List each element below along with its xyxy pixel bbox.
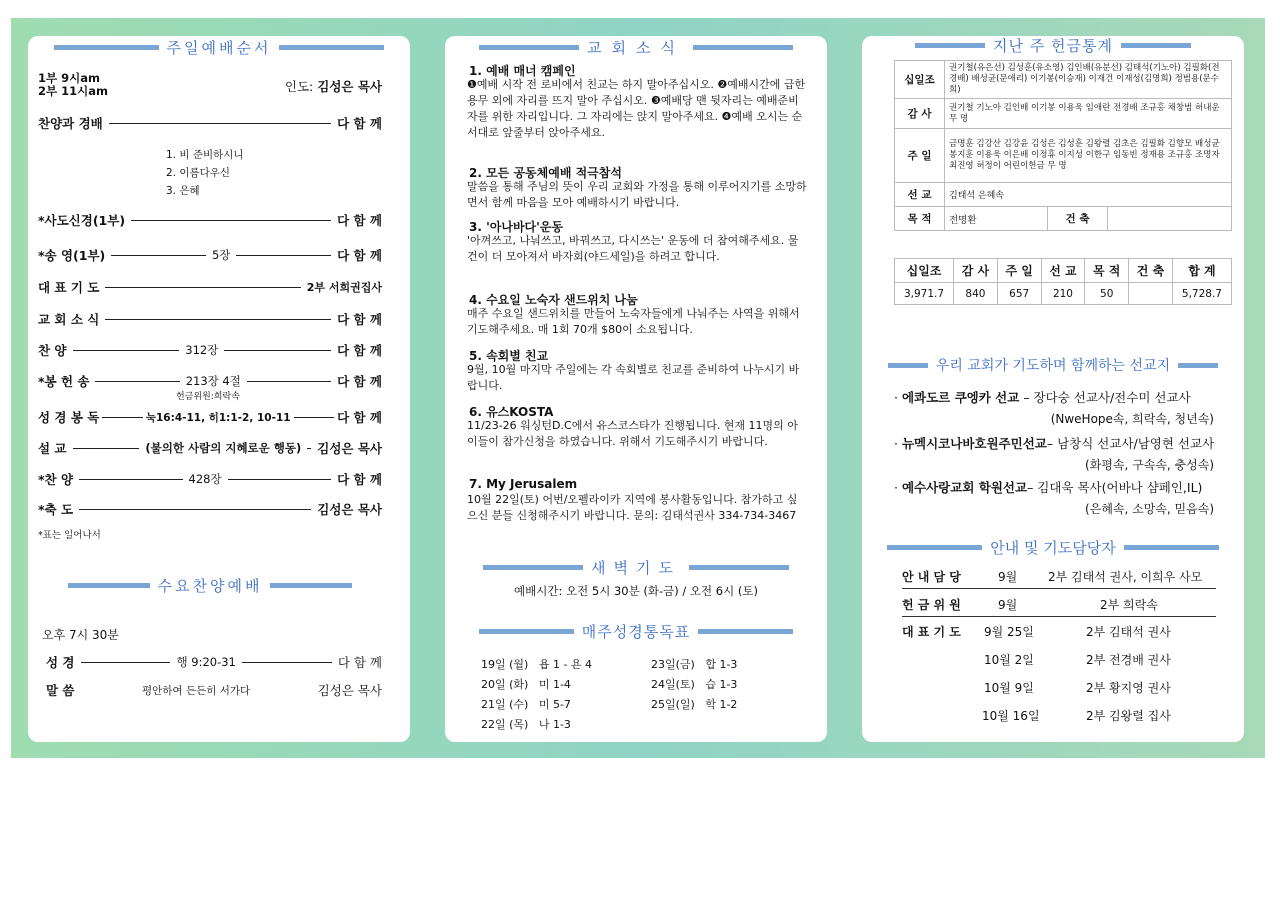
offering-stats-heading: 지난 주 헌금통계 [872, 36, 1234, 54]
bible-reading-left [481, 655, 592, 735]
offering-stats-panel: 지난 주 헌금통계 십일조 권기철(유은선) 김성훈(유소영) 김인배(유분선) 김태석(기노아) 김필화(전경배) 배성균(문애리) 이기봉(이승재) 이재건 이재성(김명희) 정범용(문수희) 감 사 권기철 기노아 김인배 이기봉 이용욱 임애란 전경배 조규홍 채창범 허내운 무 명 주 일 금명훈 김강산 김강윤 김성은 김성훈 김왕렬 김초은 김필화 김향모 배성균 봉지훈 이용욱 이은배 이정휴 이지성 이한구 임동빈 정재용 조규홍 조명자 최진영 허정이 어린이헌금 무 명 선 교 김태석 은혜속 목 적 전명환 건 축 십일조 감 사 주 일 선 교 목 적 건 축 합 계 3,971.7 840 657 210 50 5,728.7 우리 교회가 기도하며 함께하는 선교지 · 에콰도르 쿠엥카 선교 – 장다숭 선교사/전수미 선교사 (NweHope속, 희락속, 청년속) · 뉴멕시코나바호원주민선교– 남창식 선교사/남영현 선교사 (화평속, 구속속, 충성속) · 예수사랑교회 학원선교– 김대욱 목사(어바나 샴페인,IL) (은혜속, 소망속, 믿음속) 안내 및 기도담당자 안 내 담 당 9월 2부 김태석 권사, 이희우 사모 헌 금 위 원 9월 2부 희락속 대 표 기 도 9월 25일 2부 김태석 권사 10월 2일 2부 전경배 권사 10월 9일 2부 황지영 권사 10월 16일 2부 김왕렬 집사 [862, 36, 1244, 742]
news-7-body: 10월 22일(토) 어번/오펠라이카 지역에 봉사활동입니다. 참가하고 싶으신 분들 신청해주시기 바랍니다. 문의: 김태석권사 334-734-3467 [467, 493, 798, 522]
order-item-closing-hymn: *찬 양 428장 다 함 께 [38, 472, 383, 487]
table-row: 주 일 금명훈 김강산 김강윤 김성은 김성훈 김왕렬 김초은 김필화 김향모 배성균 봉지훈 이용욱 이은배 이정휴 이지성 이한구 임동빈 정재용 조규홍 조명자 최진영 허정이 어린이헌금 무 명 [895, 129, 1232, 183]
church-news-heading: 교회소식 [455, 38, 817, 56]
duty-row-usher: 안 내 담 당 9월 2부 김태석 권사, 이희우 사모 [902, 568, 1216, 589]
bible-reading-right [651, 655, 737, 715]
news-3-body: '아껴쓰고, 나눠쓰고, 바꿔쓰고, 다시쓰는' 운동에 더 참여해주세요. 물건이 더 모아져서 바자회(야드세일)을 하려고 합니다. [467, 234, 799, 263]
table-row: 감 사 권기철 기노아 김인배 이기봉 이용욱 임애란 전경배 조규홍 채창범 허내운 무 명 [895, 99, 1232, 129]
worship-order-heading: 주일예배순서 [38, 38, 400, 56]
wed-item-message: 말 씀 평안하여 든든히 서가다 김성은 목사 [46, 683, 383, 698]
mission-sub: (NweHope속, 희락속, 청년속) [1050, 412, 1214, 426]
duty-row-prayer: 대 표 기 도 9월 25일 2부 김태석 권사 [902, 625, 1171, 639]
news-4-body: 매주 수요일 샌드위치를 만들어 노숙자들에게 나눠주는 사역을 위해서 기도해주세요. 매 1회 70개 $80이 소요됩니다. [467, 307, 800, 336]
news-7-head: 7. My Jerusalem [469, 477, 578, 491]
praise-row: 찬양과 경배 다 함 께 [38, 116, 382, 131]
standing-note: *표는 일어나서 [38, 530, 101, 541]
bible-reading-heading: 매주성경통독표 [455, 622, 817, 640]
offering-totals-table [894, 258, 1232, 305]
bible-row: 25일(일) 학 1-2 [651, 698, 738, 711]
order-item-doxology: *송 영(1부) 5장 다 함 께 [38, 248, 382, 263]
news-5-head: 5. 속회별 친교 [469, 349, 549, 363]
mission-heading: 우리 교회가 기도하며 함께하는 선교지 [872, 356, 1234, 374]
bible-row: 23일(금) 합 1-3 [651, 658, 738, 671]
church-news-panel [445, 36, 827, 742]
praise-song-list: 1. 비 준비하시니 2. 이름다우신 3. 은혜 [166, 149, 244, 197]
mission-item-campus: · 예수사랑교회 학원선교– 김대욱 목사(어바나 샴페인,IL) [894, 480, 1203, 495]
order-item-offering: *봉 헌 송 213장 4절 다 함 께 [38, 374, 383, 389]
news-4-head: 4. 수요일 노숙자 샌드위치 나눔 [469, 293, 638, 307]
mission-item-navajo: · 뉴멕시코나바호원주민선교– 남창식 선교사/남영현 선교사 [894, 436, 1215, 451]
worship-order-panel [28, 36, 410, 742]
news-1-body: ❶예배 시작 전 로비에서 친교는 하지 말아주십시오. ❷예배시간에 급한 용무 외에 자리를 뜨지 말아 주십시오. ❸예배당 맨 뒷자리는 예배준비자를 위한 자리입니다. 그 자리에는 앉지 말아주세요. ❹예배 오시는 순서대로 앞줄부터 앉아주세요. [467, 78, 806, 139]
order-item-benediction: *축 도 김성은 목사 [38, 502, 382, 517]
offering-committee-note: 헌금위원:희락속 [176, 392, 240, 402]
table-row: 3,971.7 840 657 210 50 5,728.7 [895, 283, 1232, 305]
wednesday-service-heading: 수요찬양예배 [38, 576, 382, 594]
service-times: 1부 9시am 2부 11시am [38, 71, 108, 98]
bible-row: 24일(토) 습 1-3 [651, 678, 738, 691]
table-row: 선 교 김태석 은혜속 [895, 183, 1232, 207]
offering-names-table [894, 60, 1232, 231]
news-6-head: 6. 유스KOSTA [469, 405, 554, 419]
bible-row: 20일 (화) 미 1-4 [481, 678, 571, 691]
news-5-body: 9월, 10월 마지막 주일에는 각 속회별로 친교를 준비하여 나누시기 바랍니다. [467, 363, 800, 392]
news-3-head: 3. '아나바다'운동 [469, 220, 563, 234]
news-1-head: 1. 예배 매너 캠페인 [469, 64, 576, 78]
table-row: 목 적 전명환 건 축 [895, 207, 1232, 231]
bible-row: 19일 (월) 욥 1 - 욘 4 [481, 658, 593, 671]
mission-sub: (화평속, 구속속, 충성속) [1085, 458, 1214, 472]
news-6-body: 11/23-26 워싱턴D.C에서 유스코스타가 진행됩니다. 현재 11명의 아이들이 참가신청을 하였습니다. 위해서 기도해주시기 바랍니다. [467, 419, 798, 448]
dawn-prayer-heading: 새벽기도 [455, 558, 817, 576]
mission-item-ecuador: · 에콰도르 쿠엥카 선교 – 장다숭 선교사/전수미 선교사 [894, 390, 1191, 405]
order-item-hymn: 찬 양 312장 다 함 께 [38, 343, 383, 358]
duty-heading: 안내 및 기도담당자 [872, 538, 1234, 556]
bible-row: 22일 (목) 나 1-3 [481, 718, 571, 731]
news-2-body: 말씀을 통해 주님의 뜻이 우리 교회와 가정을 통해 이루어지기를 소망하면서 함께 마음을 모아 예배하시기 바랍니다. [467, 180, 807, 209]
order-item-news: 교 회 소 식 다 함 께 [38, 312, 382, 327]
order-item-prayer: 대 표 기 도 2부 서희권집사 [38, 280, 382, 295]
wed-item-scripture: 성 경 행 9:20-31 다 함 께 [46, 655, 383, 670]
duty-row-offering: 헌 금 위 원 9월 2부 희락속 [902, 596, 1216, 617]
order-item-sermon: 설 교 (불의한 사람의 지혜로운 행동) 김성은 목사 [38, 441, 382, 456]
order-item-creed: *사도신경(1부) 다 함 께 [38, 213, 382, 228]
mission-sub: (은혜속, 소망속, 믿음속) [1085, 502, 1214, 516]
leader: 인도: 김성은 목사 [284, 79, 382, 94]
bible-row: 21일 (수) 미 5-7 [481, 698, 571, 711]
dawn-prayer-time: 예배시간: 오전 5시 30분 (화-금) / 오전 6시 (토) [514, 584, 758, 598]
wednesday-time: 오후 7시 30분 [42, 628, 119, 642]
news-2-head: 2. 모든 공동체예배 적극참석 [469, 166, 622, 180]
table-header-row: 십일조 감 사 주 일 선 교 목 적 건 축 합 계 [895, 259, 1232, 283]
table-row: 십일조 권기철(유은선) 김성훈(유소영) 김인배(유분선) 김태석(기노아) 김필화(전경배) 배성균(문애리) 이기봉(이승재) 이재건 이재성(김명희) 정범용(문수희) [895, 61, 1232, 99]
order-item-scripture: 성 경 봉 독 눅16:4-11, 히1:1-2, 10-11 다 함 께 [38, 410, 383, 425]
